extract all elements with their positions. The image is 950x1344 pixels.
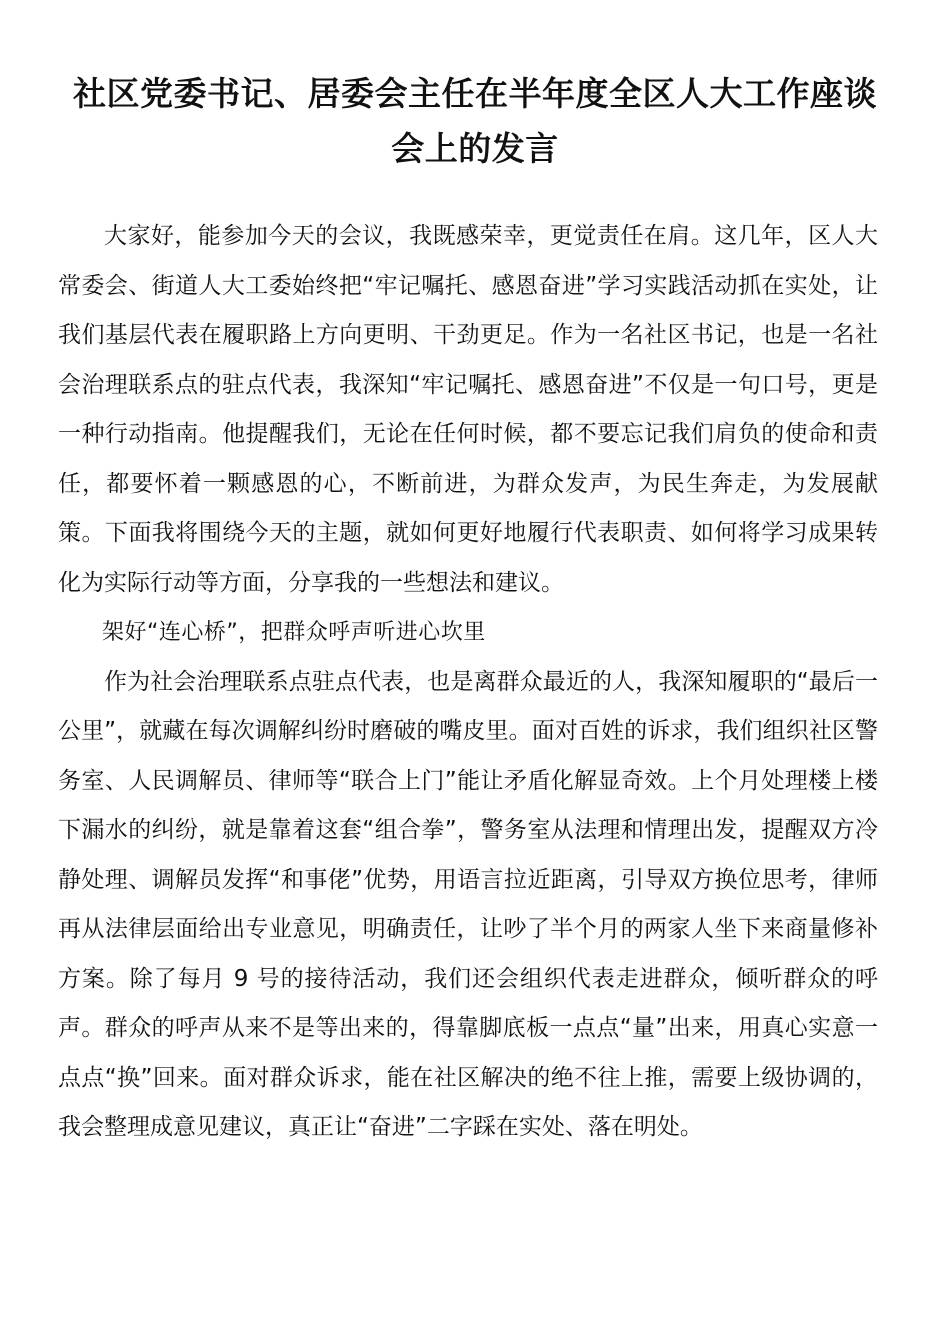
document-title: 社区党委书记、居委会主任在半年度全区人大工作座谈会上的发言: [73, 74, 877, 168]
paragraph-section-body: 作为社会治理联系点驻点代表，也是离群众最近的人，我深知履职的“最后一公里”，就藏在每次调解纠纷时磨破的嘴皮里。面对百姓的诉求，我们组织社区警务室、人民调解员、律师等“联合上门”能让矛盾化解显奇效。上个月处理楼上楼下漏水的纠纷，就是靠着这套“组合拳”，警务室从法理和情理出发，提醒双方冷静处理、调解员发挥“和事佬”优势，用语言拉近距离，引导双方换位思考，律师再从法律层面给出专业意见，明确责任，让吵了半个月的两家人坐下来商量修补方案。除了每月 9 号的接待活动，我们还会组织代表走进群众，倾听群众的呼声。群众的呼声从来不是等出来的，得靠脚底板一点点“量”出来，用真心实意一点点“换”回来。面对群众诉求，能在社区解决的绝不往上推，需要上级协调的，我会整理成意见建议，真正让“奋进”二字踩在实处、落在明处。: [58, 668, 878, 1140]
document-body: [58, 212, 878, 1153]
paragraph-opening: 大家好，能参加今天的会议，我既感荣幸，更觉责任在肩。这几年，区人大常委会、街道人大工委始终把“牢记嘱托、感恩奋进”学习实践活动抓在实处，让我们基层代表在履职路上方向更明、干劲更足。作为一名社区书记，也是一名社会治理联系点的驻点代表，我深知“牢记嘱托、感恩奋进”不仅是一句口号，更是一种行动指南。他提醒我们，无论在任何时候，都不要忘记我们肩负的使命和责任，都要怀着一颗感恩的心，不断前进，为群众发声，为民生奔走，为发展献策。下面我将围绕今天的主题，就如何更好地履行代表职责、如何将学习成果转化为实际行动等方面，分享我的一些想法和建议。: [58, 223, 878, 596]
section-heading: 架好“连心桥”，把群众呼声听进心坎里: [102, 620, 486, 645]
